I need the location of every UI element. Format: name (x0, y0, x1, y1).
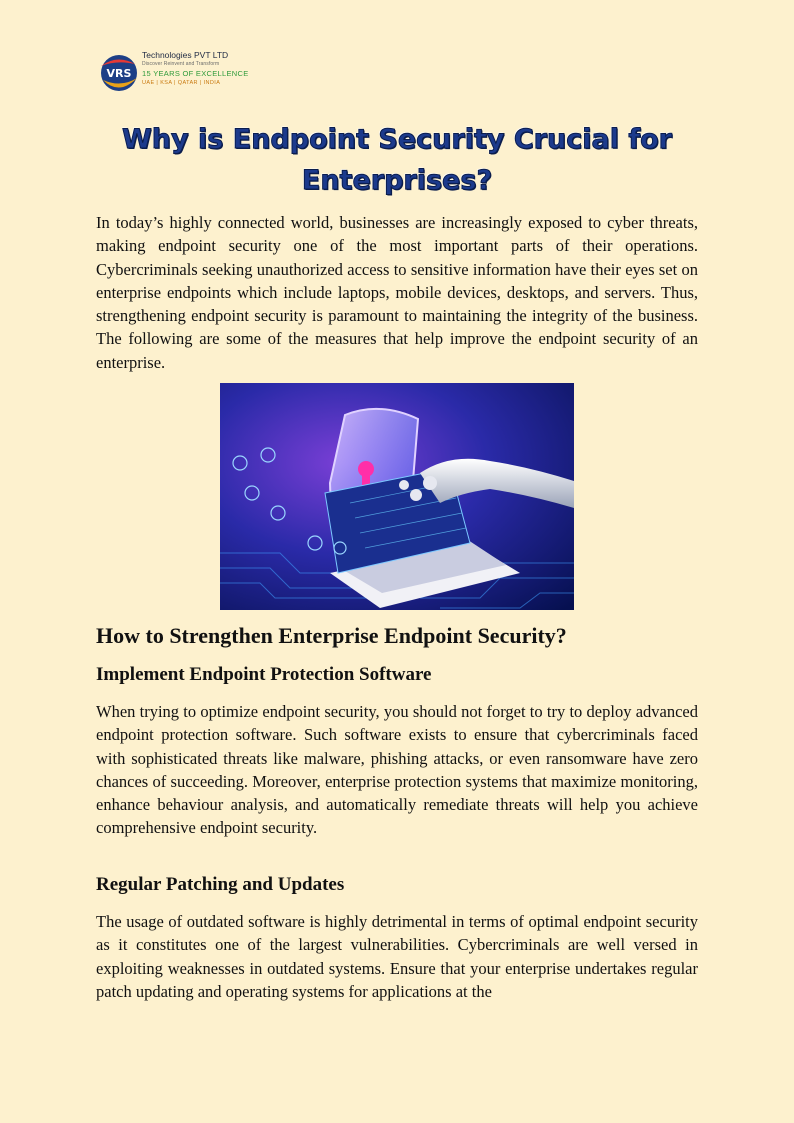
logo-tagline: Discover Reinvent and Transform (142, 61, 220, 67)
subheading-patching: Regular Patching and Updates (96, 874, 345, 895)
logo-regions: UAE | KSA | QATAR | INDIA (142, 80, 221, 86)
vrs-logo-icon (97, 52, 141, 94)
paragraph-endpoint-protection: When trying to optimize endpoint security, you should not forget to try to deploy advanced endpoint protection software. Such software exists to ensure that cybercriminals faced with sophisticated threats like malware, phishing attacks, or even ransomware have zero chances of succeeding. Moreover, enterprise protection systems that maximize monitoring, enhance behaviour analysis, and automatically remediate threats will help you achieve comprehensive endpoint security. (96, 702, 698, 838)
hero-image (220, 383, 574, 610)
section-heading: How to Strengthen Enterprise Endpoint Security? (96, 623, 567, 648)
company-logo (97, 50, 257, 96)
subheading-endpoint-protection: Implement Endpoint Protection Software (96, 664, 432, 685)
endpoint-security-illustration (220, 383, 574, 610)
intro-paragraph: In today’s highly connected world, businesses are increasingly exposed to cyber threats, making endpoint security one of the most important parts of their operations. Cybercriminals seeking unauthorized access to sensitive information have their eyes set on enterprise endpoints which include laptops, mobile devices, desktops, and servers. Thus, strengthening endpoint security is paramount to maintaining the integrity of the business. The following are some of the measures that help improve the endpoint security of an enterprise. (96, 213, 698, 372)
logo-company-name: Technologies PVT LTD (142, 50, 229, 60)
page-title: Why is Endpoint Security Crucial for Enterprises? (122, 124, 672, 196)
logo-text-block (142, 50, 249, 87)
paragraph-patching: The usage of outdated software is highly detrimental in terms of optimal endpoint security as it constitutes one of the largest vulnerabilities. Cybercriminals are well versed in exploiting weaknesses in outdated systems. Ensure that your enterprise undertakes regular patch updating and operating systems for applications at the (96, 912, 698, 1001)
logo-years-badge: 15 YEARS OF EXCELLENCE (142, 69, 249, 78)
logo-mark-text: VRS (106, 67, 132, 80)
